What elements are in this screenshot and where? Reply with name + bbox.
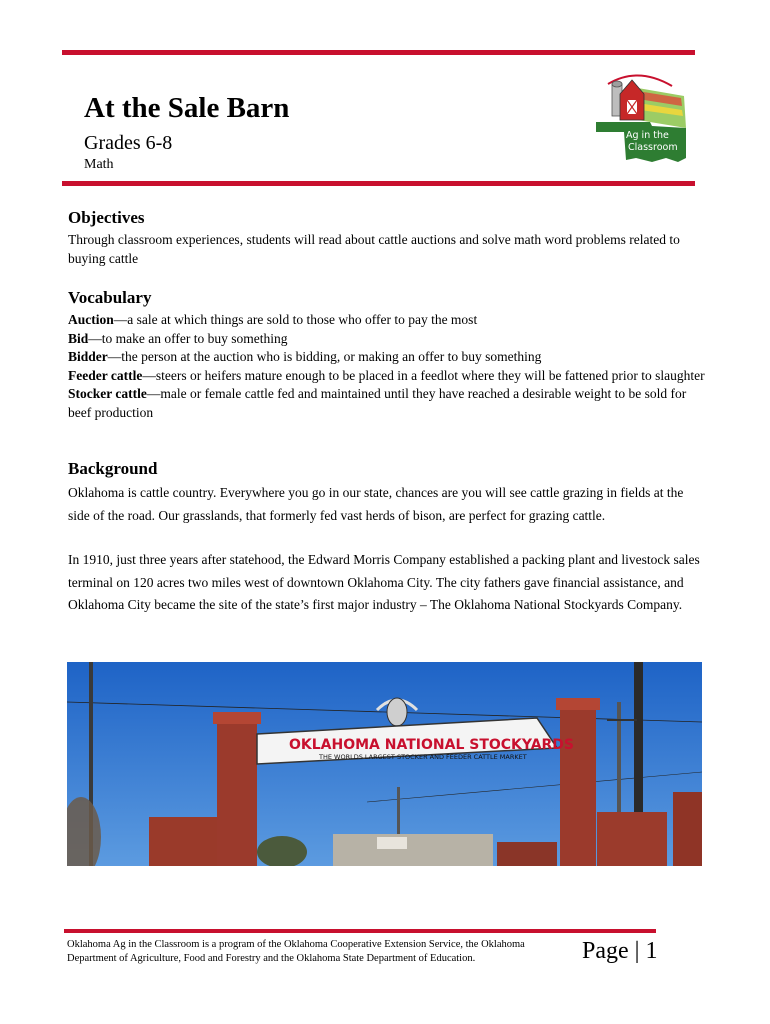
page-title: At the Sale Barn (84, 92, 290, 124)
vocab-item-bid (68, 330, 708, 349)
vocab-term: Bidder (68, 349, 108, 364)
objectives-heading: Objectives (68, 208, 145, 227)
page-number: Page | 1 (582, 938, 658, 964)
vocab-item-stocker-cattle (68, 385, 708, 422)
sign-sub-text: THE WORLDS LARGEST STOCKER AND FEEDER CATTLE MARKET (319, 753, 527, 761)
vocab-definition: —steers or heifers mature enough to be placed in a feedlot where they will be fattened prior to slaughter (142, 367, 705, 383)
vocabulary-section (68, 288, 708, 422)
vocab-term: Stocker cattle (68, 386, 147, 401)
vocabulary-heading: Vocabulary (68, 288, 152, 307)
objectives-text: Through classroom experiences, students will read about cattle auctions and solve math word problems related to buying cattle (68, 232, 680, 266)
vocab-item-feeder-cattle (68, 367, 708, 386)
header-top-rule (62, 50, 695, 55)
vocab-item-bidder (68, 348, 708, 367)
objectives-section (68, 208, 708, 268)
ag-in-the-classroom-logo (586, 66, 690, 170)
vocab-term: Feeder cattle (68, 367, 143, 383)
subject-label: Math (84, 157, 114, 172)
vocab-term: Auction (68, 312, 114, 327)
background-paragraph-2: In 1910, just three years after statehood, the Edward Morris Company established a packing plant and livestock sales terminal on 120 acres two miles west of downtown Oklahoma City. The city fathers gave financial assistance, and Oklahoma City became the site of the state’s first major industry – The Oklahoma National Stockyards Company. (68, 552, 700, 612)
footer-text: Oklahoma Ag in the Classroom is a program of the Oklahoma Cooperative Extension Service, the Oklahoma Department of Agriculture, Food and Forestry and the Oklahoma State Department of Education. (67, 939, 525, 964)
vocab-definition: —to make an offer to buy something (88, 330, 288, 346)
vocab-term: Bid (68, 330, 89, 346)
logo-text-line2: Classroom (628, 142, 678, 153)
logo-text-line1: Ag in the (626, 130, 669, 141)
footer-rule (64, 929, 656, 933)
vocab-item-auction (68, 311, 708, 330)
vocab-definition: —the person at the auction who is bidding, or making an offer to buy something (107, 349, 542, 364)
grades-label: Grades 6-8 (84, 132, 173, 154)
vocab-definition: —a sale at which things are sold to those who offer to pay the most (113, 312, 478, 327)
stockyards-gate-photo (67, 662, 702, 866)
background-section (68, 459, 708, 617)
background-paragraph-1: Oklahoma is cattle country. Everywhere you go in our state, chances are you will see cattle grazing in fields at the side of the road. Our grasslands, that formerly fed vast herds of bison, are perfect for grazing cattle. (68, 485, 684, 523)
header-bottom-rule (62, 181, 695, 186)
background-heading: Background (68, 459, 158, 478)
sign-main-text: OKLAHOMA NATIONAL STOCKYARDS (289, 737, 575, 753)
vocab-definition: —male or female cattle fed and maintained until they have reached a desirable weight to be sold for beef production (68, 386, 687, 420)
